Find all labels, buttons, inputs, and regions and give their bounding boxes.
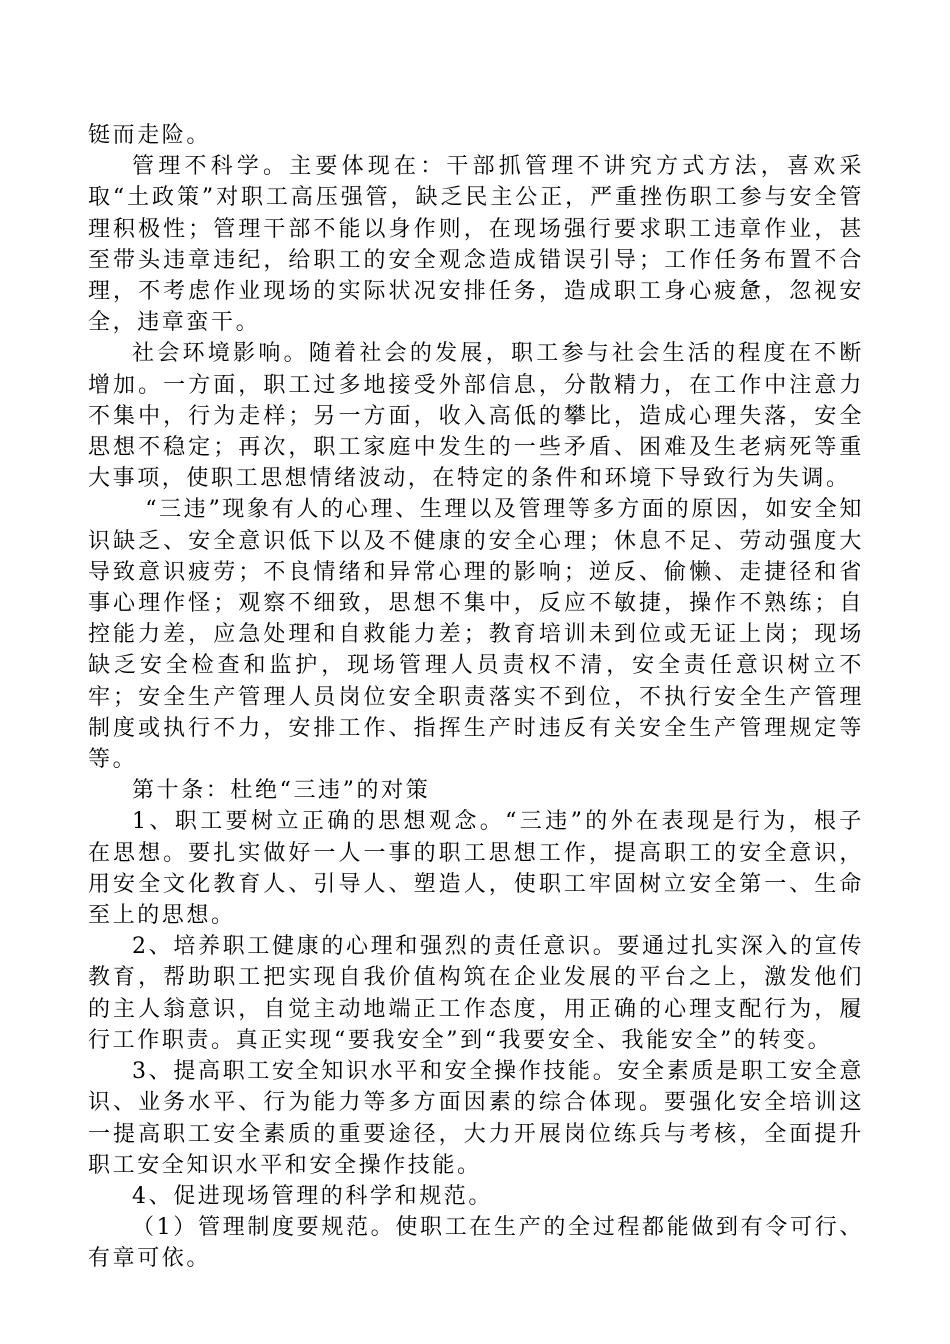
paragraph-item-4: 4、促进现场管理的科学和规范。 xyxy=(132,1183,493,1209)
paragraph-subitem-1: （1）管理制度要规范。使职工在生产的全过程都能做到有令可行、有章可依。 xyxy=(88,1215,864,1272)
paragraph-social-environment: 社会环境影响。随着社会的发展，职工参与社会生活的程度在不断增加。一方面，职工过多地接受外部信息，分散精力，在工作中注意力不集中，行为走样；另一方面，收入高低的攀比，造成心理失落，安全思想不稳定；再次，职工家庭中发生的一些矛盾、困难及生老病死等重大事项，使职工思想情绪波动，在特定的条件和环境下导致行为失调。 xyxy=(88,341,864,492)
paragraph-item-2: 2、培养职工健康的心理和强烈的责任意识。要通过扎实深入的宣传教育，帮助职工把实现自我价值构筑在企业发展的平台之上，激发他们的主人翁意识，自觉主动地端正工作态度，用正确的心理支配行为，履行工作职责。真正实现“要我安全”到“我要安全、我能安全”的转变。 xyxy=(88,934,864,1053)
section-heading-article-10: 第十条：杜绝“三违”的对策 xyxy=(132,778,431,804)
paragraph-item-3: 3、提高职工安全知识水平和安全操作技能。安全素质是职工安全意识、业务水平、行为能力等多方面因素的综合体现。要强化安全培训这一提高职工安全素质的重要途径，大力开展岗位练兵与考核，全面提升职工安全知识水平和安全操作技能。 xyxy=(88,1059,864,1178)
paragraph-continuation: 铤而走险。 xyxy=(88,123,212,148)
document-page xyxy=(88,120,864,1275)
paragraph-management: 管理不科学。主要体现在：干部抓管理不讲究方式方法，喜欢采取“土政策”对职工高压强管，缺乏民主公正，严重挫伤职工参与安全管理积极性；管理干部不能以身作则，在现场强行要求职工违章作业，甚至带头违章违纪，给职工的安全观念造成错误引导；工作任务布置不合理，不考虑作业现场的实际状况安排任务，造成职工身心疲惫，忽视安全，违章蛮干。 xyxy=(88,154,864,336)
paragraph-three-violations-causes: “三违”现象有人的心理、生理以及管理等多方面的原因，如安全知识缺乏、安全意识低下以及不健康的安全心理；休息不足、劳动强度大导致意识疲劳；不良情绪和异常心理的影响；逆反、偷懒、走捷径和省事心理作怪；观察不细致，思想不集中，反应不敏捷，操作不熟练；自控能力差，应急处理和自救能力差；教育培训未到位或无证上岗；现场缺乏安全检查和监护，现场管理人员责权不清，安全责任意识树立不牢；安全生产管理人员岗位安全职责落实不到位，不执行安全生产管理制度或执行不力，安排工作、指挥生产时违反有关安全生产管理规定等等。 xyxy=(88,497,864,773)
paragraph-item-1: 1、职工要树立正确的思想观念。“三违”的外在表现是行为，根子在思想。要扎实做好一人一事的职工思想工作，提高职工的安全意识，用安全文化教育人、引导人、塑造人，使职工牢固树立安全第一、生命至上的思想。 xyxy=(88,809,864,929)
